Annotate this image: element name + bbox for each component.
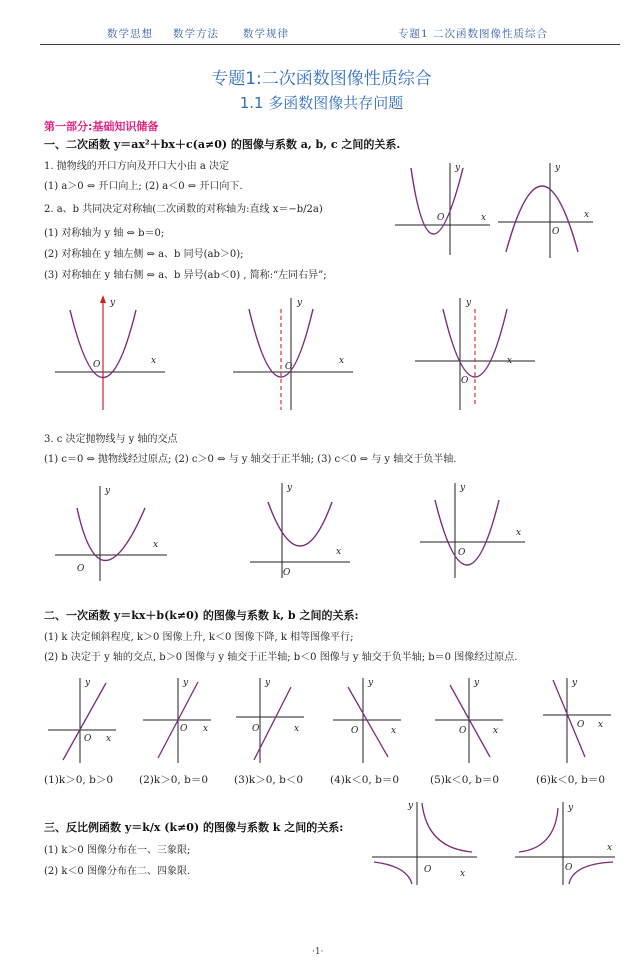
svg-text:x: x [336, 547, 342, 557]
svg-text:x: x [106, 734, 112, 744]
svg-text:y: y [408, 801, 414, 811]
header-tag-2: 数学方法 [173, 28, 219, 40]
svg-text:y: y [265, 678, 271, 688]
s3-line-1: (1) k＞0 图像分布在一、三象限; [44, 845, 191, 856]
svg-text:O: O [565, 863, 573, 873]
linear-label-3: (3)k＞0, b＜0 [234, 774, 303, 786]
linear-graph-5 [435, 675, 505, 765]
svg-text:O: O [437, 213, 445, 223]
svg-text:O: O [458, 548, 466, 558]
s2-line-1: (1) k 决定倾斜程度, k＞0 图像上升, k＜0 图像下降, k 相等图像平行; [44, 632, 354, 643]
svg-text:O: O [351, 726, 359, 736]
section-1-heading: 一、二次函数 y＝ax²＋bx＋c(a≠0) 的图像与系数 a, b, c 之间的关系. [44, 138, 401, 151]
s2-line-2: (2) b 决定于 y 轴的交点, b＞0 图像与 y 轴交于正半轴; b＜0 图像与 y 轴交于负半轴; b＝0 图像经过原点. [44, 652, 518, 663]
svg-text:x: x [294, 724, 300, 734]
svg-text:y: y [85, 678, 91, 688]
svg-text:y: y [460, 483, 466, 493]
part-heading: 第一部分:基础知识储备 [44, 120, 159, 133]
svg-text:O: O [577, 720, 585, 730]
graph-sym-yaxis [55, 295, 175, 415]
svg-text:x: x [584, 210, 590, 220]
graph-sym-right [415, 295, 545, 415]
svg-text:y: y [568, 803, 574, 813]
graph-c-zero [55, 483, 175, 583]
svg-text:x: x [339, 356, 345, 366]
svg-text:O: O [84, 734, 92, 744]
section-3-heading: 三、反比例函数 y＝k/x (k≠0) 的图像与系数 k 之间的关系: [44, 821, 344, 834]
svg-text:O: O [93, 360, 101, 370]
svg-text:O: O [461, 376, 469, 386]
svg-text:y: y [183, 678, 189, 688]
header-tag-3: 数学规律 [243, 28, 289, 40]
page-number: ·1· [312, 947, 324, 957]
hyperbola-k-negative [515, 800, 620, 885]
svg-text:x: x [598, 720, 604, 730]
header-tag-1: 数学思想 [107, 28, 153, 40]
svg-text:x: x [460, 869, 466, 879]
svg-text:x: x [151, 356, 157, 366]
svg-text:x: x [493, 726, 499, 736]
svg-text:y: y [555, 163, 561, 173]
hyperbola-k-positive [372, 800, 482, 885]
svg-text:y: y [110, 298, 116, 308]
page-title: 专题1:二次函数图像性质综合 [211, 69, 432, 89]
svg-text:y: y [474, 678, 480, 688]
svg-text:O: O [552, 227, 560, 237]
graph-sym-left [233, 295, 363, 415]
s1-line-4: (1) 对称轴为 y 轴 ⇔ b＝0; [44, 228, 165, 239]
svg-text:O: O [252, 724, 260, 734]
linear-graph-6 [543, 675, 613, 765]
s1-line-5: (2) 对称轴在 y 轴左侧 ⇔ a、b 同号(ab＞0); [44, 249, 244, 260]
linear-label-5: (5)k＜0, b＝0 [430, 774, 499, 786]
linear-graph-1 [48, 675, 118, 765]
svg-text:O: O [77, 564, 85, 574]
page-subtitle: 1.1 多函数图像共存问题 [239, 94, 404, 112]
s1-line-1: 1. 抛物线的开口方向及开口大小由 a 决定 [44, 161, 230, 172]
header-chapter: 专题1 二次函数图像性质综合 [398, 28, 549, 40]
graph-c-negative [420, 480, 530, 580]
svg-text:y: y [105, 486, 111, 496]
svg-text:x: x [507, 356, 513, 366]
linear-label-6: (6)k＜0, b＝0 [536, 774, 605, 786]
svg-text:y: y [572, 678, 578, 688]
svg-text:x: x [481, 213, 487, 223]
graph-a-positive [395, 160, 495, 260]
linear-label-1: (1)k＞0, b＞0 [44, 774, 113, 786]
svg-text:x: x [391, 726, 397, 736]
linear-label-2: (2)k＞0, b＝0 [139, 774, 208, 786]
linear-graph-4 [333, 675, 403, 765]
linear-graph-2 [143, 675, 213, 765]
svg-text:x: x [203, 724, 209, 734]
graph-c-positive [250, 480, 360, 580]
linear-label-4: (4)k＜0, b＝0 [330, 774, 399, 786]
s1-line-2: (1) a＞0 ⇔ 开口向上; (2) a＜0 ⇔ 开口向下. [44, 181, 243, 192]
svg-text:x: x [516, 528, 522, 538]
svg-text:O: O [180, 724, 188, 734]
graph-a-negative [498, 160, 598, 260]
svg-text:O: O [424, 865, 432, 875]
s1-line-8: (1) c＝0 ⇔ 抛物线经过原点; (2) c＞0 ⇔ 与 y 轴交于正半轴; (3) c＜0 ⇔ 与 y 轴交于负半轴. [44, 454, 457, 465]
svg-text:O: O [283, 568, 291, 578]
svg-text:x: x [153, 540, 159, 550]
svg-text:y: y [368, 678, 374, 688]
header-rule [40, 44, 620, 45]
svg-text:y: y [287, 483, 293, 493]
s3-line-2: (2) k＜0 图像分布在二、四象限. [44, 866, 191, 877]
svg-text:y: y [297, 298, 303, 308]
svg-text:O: O [285, 362, 293, 372]
svg-text:y: y [455, 163, 461, 173]
svg-text:y: y [466, 298, 472, 308]
s1-line-3: 2. a、b 共同决定对称轴(二次函数的对称轴为:直线 x＝−b/2a) [44, 204, 323, 215]
s1-line-6: (3) 对称轴在 y 轴右侧 ⇔ a、b 异号(ab＜0) , 简称:“左同右异”; [44, 270, 327, 281]
svg-text:x: x [607, 843, 613, 853]
s1-line-7: 3. c 决定抛物线与 y 轴的交点 [44, 434, 178, 445]
svg-text:O: O [459, 726, 467, 736]
section-2-heading: 二、一次函数 y＝kx＋b(k≠0) 的图像与系数 k, b 之间的关系: [44, 609, 359, 622]
linear-graph-3 [236, 675, 306, 765]
